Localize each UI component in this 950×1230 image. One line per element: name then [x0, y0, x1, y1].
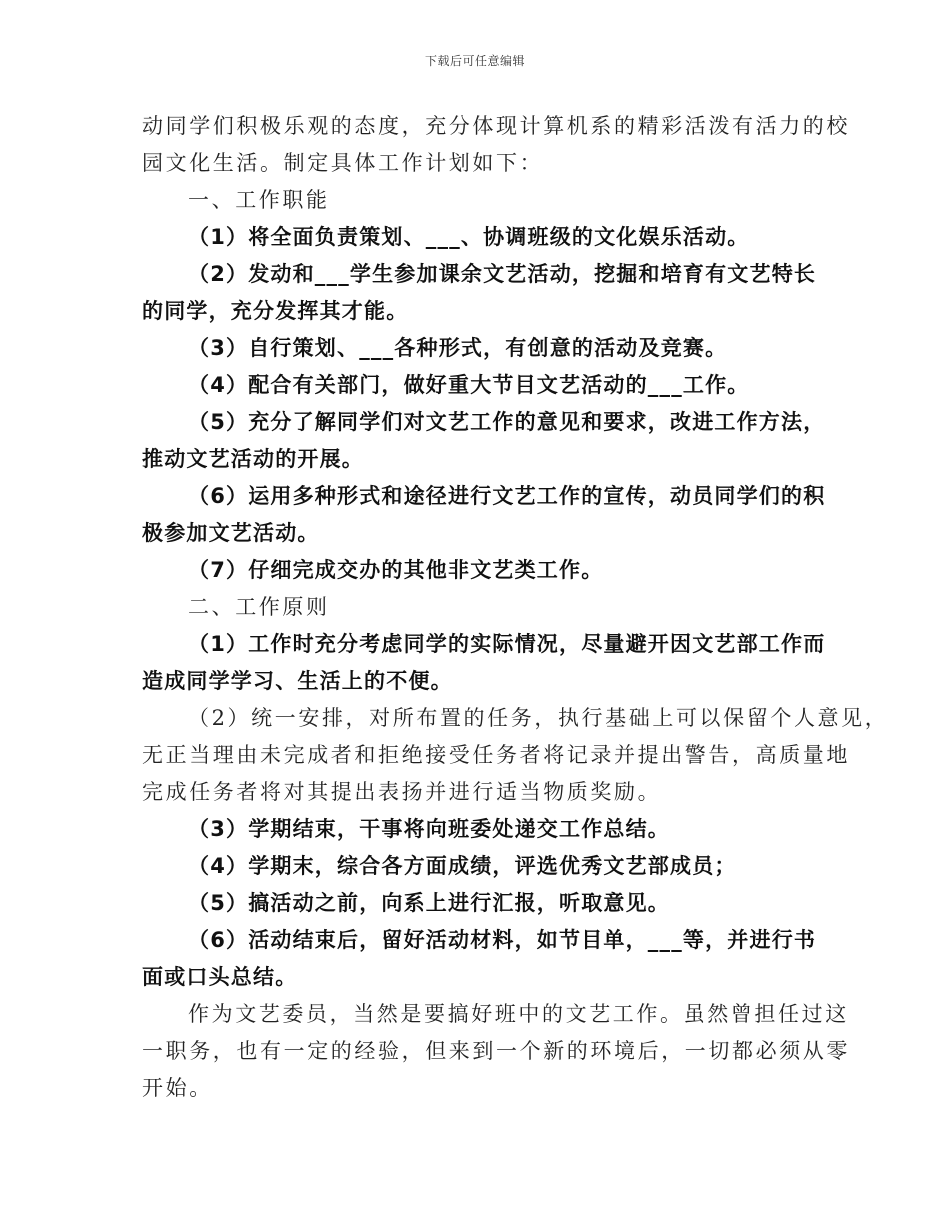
list-item-continuation: 无正当理由未完成者和拒绝接受任务者将记录并提出警告，高质量地	[142, 743, 850, 767]
list-item: （5）搞活动之前，向系上进行汇报，听取意见。	[188, 891, 671, 915]
list-item: （7）仔细完成交办的其他非文艺类工作。	[188, 558, 604, 582]
list-item: （2）统一安排，对所布置的任务，执行基础上可以保留个人意见，	[188, 706, 889, 730]
list-item: （1）将全面负责策划、___、协调班级的文化娱乐活动。	[188, 225, 750, 249]
list-item-continuation: 极参加文艺活动。	[142, 521, 320, 545]
section-heading: 一、工作职能	[188, 188, 330, 212]
list-item: （6）活动结束后，留好活动材料，如节目单，___等，并进行书	[188, 928, 817, 952]
list-item-continuation: 推动文艺活动的开展。	[142, 447, 364, 471]
list-item-continuation: 面或口头总结。	[142, 965, 298, 989]
list-item: （4）配合有关部门，做好重大节目文艺活动的___工作。	[188, 373, 750, 397]
section-heading: 二、工作原则	[188, 595, 330, 619]
list-item-continuation: 的同学，充分发挥其才能。	[142, 299, 409, 323]
list-item-continuation: 完成任务者将对其提出表扬并进行适当物质奖励。	[142, 780, 662, 804]
list-item: （4）学期末，综合各方面成绩，评选优秀文艺部成员；	[188, 854, 737, 878]
document-body	[142, 108, 889, 1107]
list-item-continuation: 造成同学学习、生活上的不便。	[142, 669, 453, 693]
list-item: （3）自行策划、___各种形式，有创意的活动及竞赛。	[188, 336, 728, 360]
paragraph-line: 一职务，也有一定的经验，但来到一个新的环境后，一切都必须从零	[142, 1039, 850, 1063]
list-item: （3）学期结束，干事将向班委处递交工作总结。	[188, 817, 671, 841]
list-item: （5）充分了解同学们对文艺工作的意见和要求，改进工作方法，	[188, 410, 826, 434]
list-item: （1）工作时充分考虑同学的实际情况，尽量避开因文艺部工作而	[188, 632, 826, 656]
text-line: 动同学们积极乐观的态度，充分体现计算机系的精彩活泼有活力的校	[142, 114, 850, 138]
list-item: （2）发动和___学生参加课余文艺活动，挖掘和培育有文艺特长	[188, 262, 817, 286]
paragraph-line: 作为文艺委员，当然是要搞好班中的文艺工作。虽然曾担任过这	[188, 1002, 849, 1026]
paragraph-line: 开始。	[142, 1076, 213, 1100]
list-item: （6）运用多种形式和途径进行文艺工作的宣传，动员同学们的积	[188, 484, 826, 508]
text-line: 园文化生活。制定具体工作计划如下：	[142, 151, 544, 175]
page-header-note: 下载后可任意编辑	[424, 54, 525, 68]
